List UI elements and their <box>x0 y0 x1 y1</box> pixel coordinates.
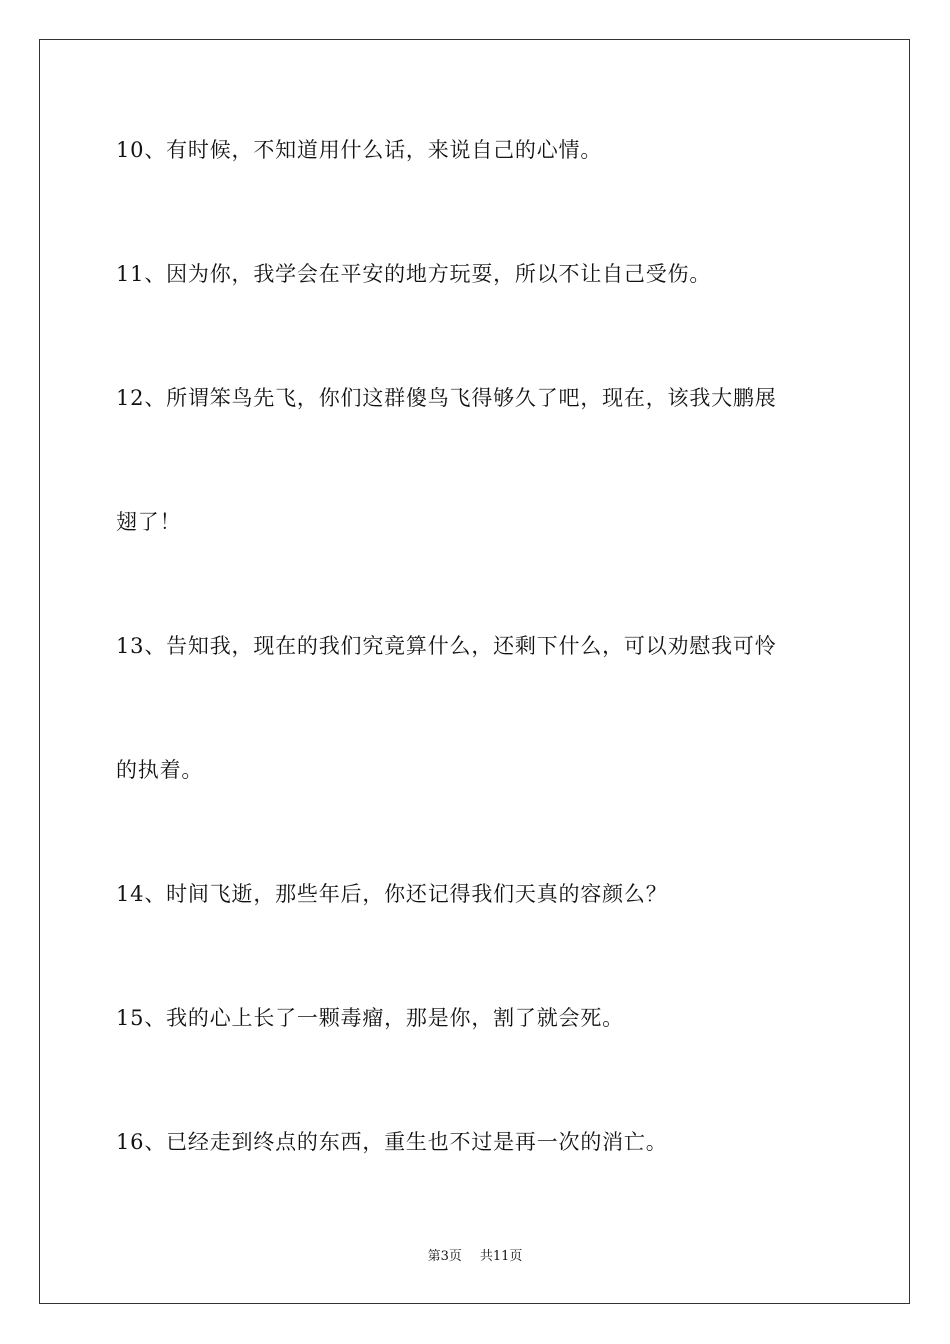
text-line-12: 12、所谓笨鸟先飞，你们这群傻鸟飞得够久了吧，现在，该我大鹏展 <box>116 386 777 410</box>
page-border <box>39 39 910 1304</box>
text-line-13-cont: 的执着。 <box>116 758 204 782</box>
text-line-16: 16、已经走到终点的东西，重生也不过是再一次的消亡。 <box>116 1130 668 1154</box>
text-line-10: 10、有时候，不知道用什么话，来说自己的心情。 <box>116 138 603 162</box>
text-line-14: 14、时间飞逝，那些年后，你还记得我们天真的容颜么？ <box>116 882 668 906</box>
text-line-15: 15、我的心上长了一颗毒瘤，那是你，割了就会死。 <box>116 1006 624 1030</box>
text-line-13: 13、告知我，现在的我们究竟算什么，还剩下什么，可以劝慰我可怜 <box>116 634 777 658</box>
page-total: 共11页 <box>479 1249 523 1264</box>
text-line-11: 11、因为你，我学会在平安的地方玩耍，所以不让自己受伤。 <box>116 262 712 286</box>
page-number: 第3页 <box>427 1249 462 1264</box>
page-footer <box>0 1248 950 1266</box>
text-line-12-cont: 翅了！ <box>116 510 182 534</box>
